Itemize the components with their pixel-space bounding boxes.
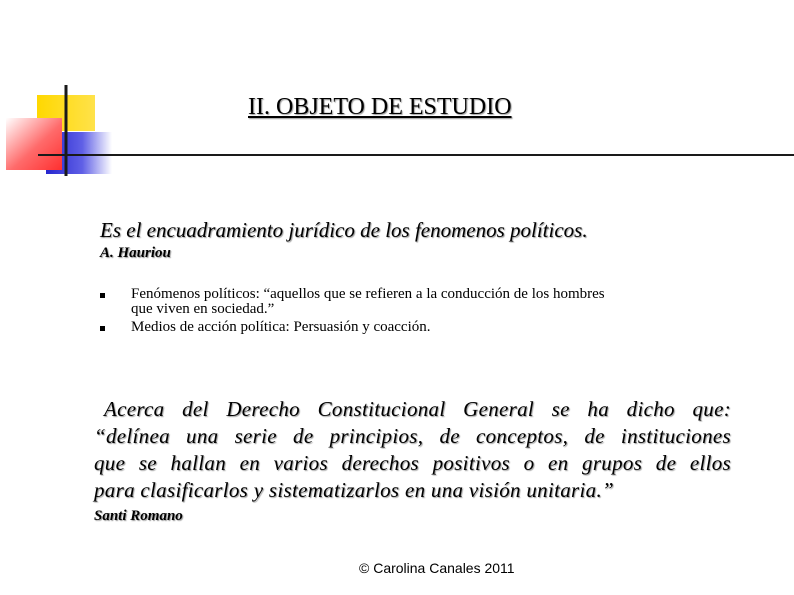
definition-author: A. Hauriou (100, 245, 171, 261)
bullet-text-line: Fenómenos políticos: “aquellos que se refieren a la conducción de los hombres (131, 286, 605, 302)
quote-line: que se hallan en varios derechos positivos o en grupos de ellos (94, 451, 731, 475)
definition-text: Es el encuadramiento jurídico de los fenomenos políticos. (100, 218, 588, 242)
quote-block (94, 396, 731, 504)
quote-line: “delínea una serie de principios, de conceptos, de instituciones (94, 424, 731, 448)
horizontal-rule (66, 154, 794, 156)
slide-title: II. OBJETO DE ESTUDIO (248, 94, 512, 120)
footer-copyright: © Carolina Canales 2011 (359, 560, 515, 576)
quote-author: Santi Romano (94, 508, 183, 524)
bullet-item (100, 320, 720, 335)
red-square (6, 118, 62, 170)
quote-line: Acerca del Derecho Constitucional General se ha dicho que: (104, 397, 731, 421)
bullet-list (100, 287, 720, 338)
bullet-text-line: que viven en sociedad.” (131, 301, 275, 317)
square-bullet-icon (100, 326, 105, 331)
quote-line: para clasificarlos y sistematizarlos en una visión unitaria.” (94, 478, 614, 502)
bullet-item (100, 287, 720, 317)
bullet-text-line: Medios de acción política: Persuasión y coacción. (131, 319, 431, 335)
square-bullet-icon (100, 293, 105, 298)
decorative-squares (0, 0, 120, 180)
